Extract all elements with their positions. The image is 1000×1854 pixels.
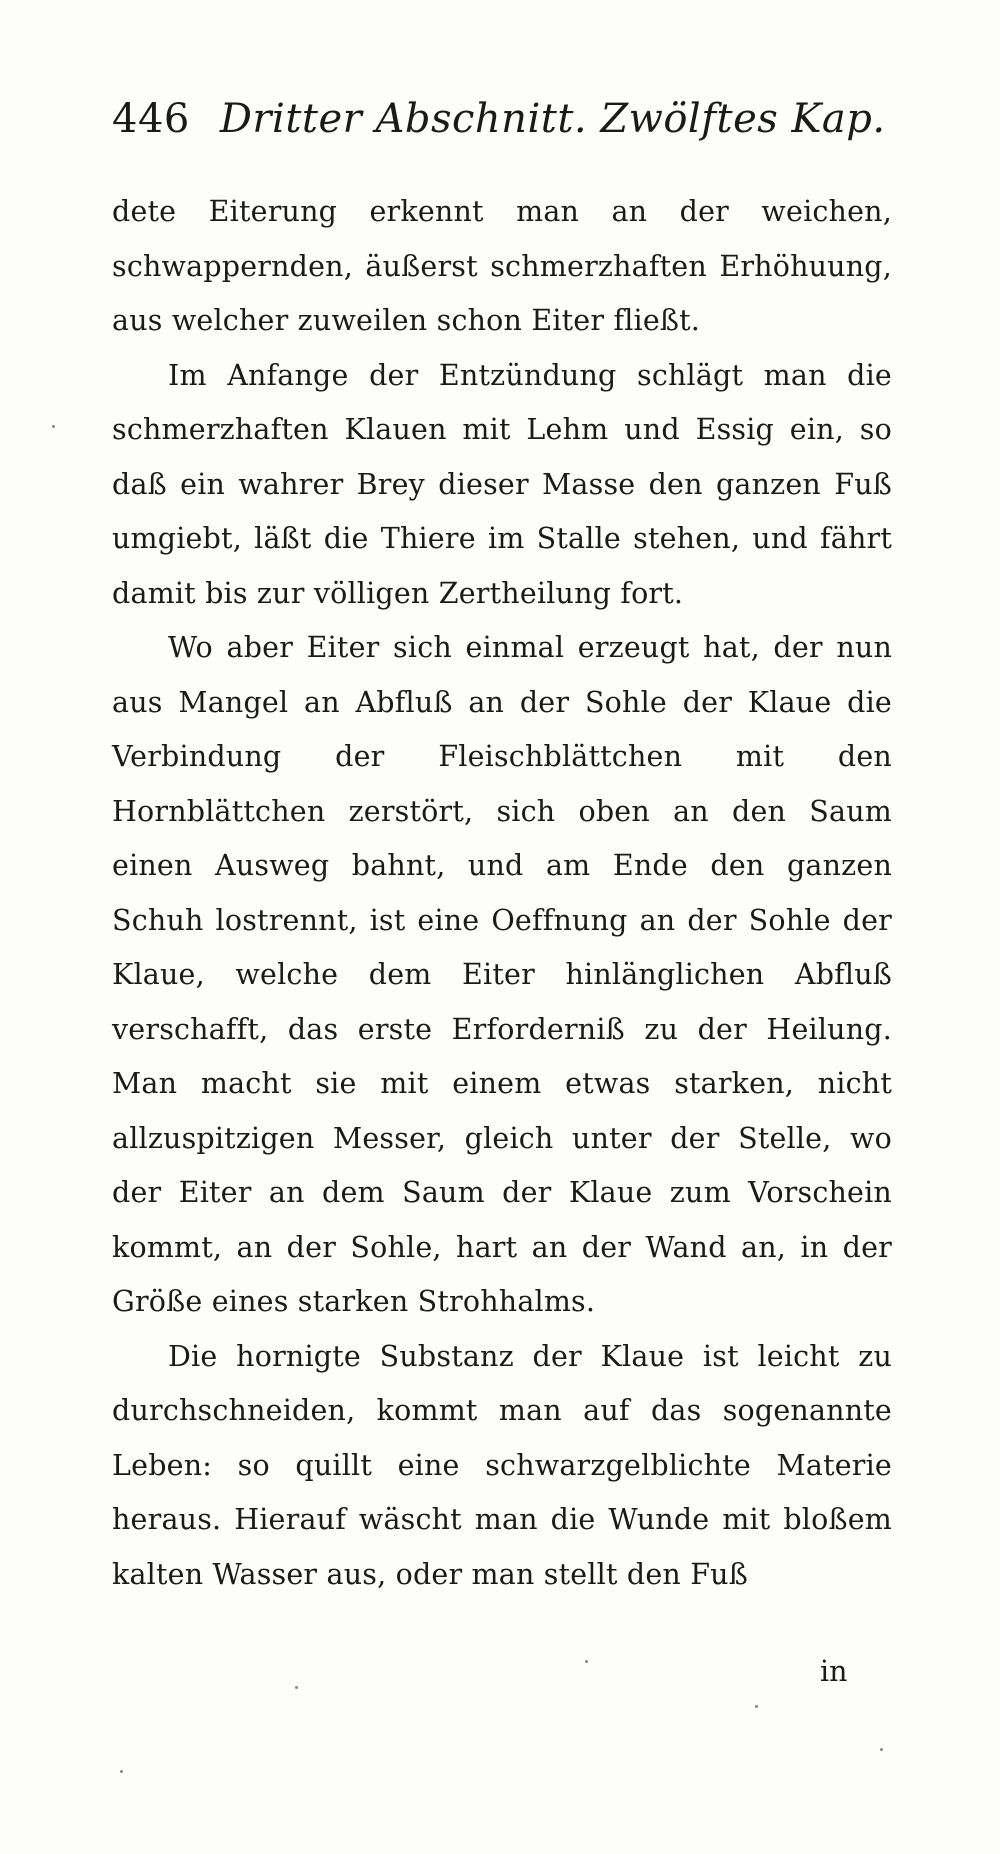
scan-speck [755,1705,758,1708]
catchword: in [820,1655,848,1688]
page-number: 446 [112,96,190,142]
paragraph: Wo aber Eiter sich einmal erzeugt hat, der nun aus Mangel an Abfluß an der Sohle der Klaue die Verbindung der Fleischblättchen mit den Hornblättchen zerstört, sich oben an den Saum einen Ausweg bahnt, und am Ende den ganzen Schuh lostrennt, ist eine Oeffnung an der Sohle der Klaue, welche dem Eiter hinlänglichen Abfluß verschafft, das erste Erforderniß zu der Heilung. Man macht sie mit einem etwas starken, nicht allzuspitzigen Messer, gleich unter der Stelle, wo der Eiter an dem Saum der Klaue zum Vorschein kommt, an der Sohle, hart an der Wand an, in der Größe eines starken Strohhalms. [112,631,892,1318]
scan-speck [880,1748,883,1751]
scan-speck [120,1770,123,1773]
scan-speck [295,1686,298,1689]
scan-speck [52,425,55,428]
paragraph-continuation: dete Eiterung erkennt man an der weichen, schwappernden, äußerst schmerzhaften Erhöhuung, aus welcher zuweilen schon Eiter fließt. [112,195,892,337]
running-head: Dritter Abschnitt. Zwölftes Kap. [219,96,886,142]
body-text [112,185,892,1602]
paragraph: Die hornigte Substanz der Klaue ist leicht zu durchschneiden, kommt man auf das sogenannte Leben: so quillt eine schwarzgelblichte Materie heraus. Hierauf wäscht man die Wunde mit bloßem kalten Wasser aus, oder man stellt den Fuß [112,1339,892,1591]
scan-speck [585,1660,588,1663]
paragraph: Im Anfange der Entzündung schlägt man die schmerzhaften Klauen mit Lehm und Essig ein, so daß ein wahrer Brey dieser Masse den ganzen Fuß umgiebt, läßt die Thiere im Stalle stehen, und fährt damit bis zur völligen Zertheilung fort. [112,358,892,610]
page-header [112,96,892,156]
